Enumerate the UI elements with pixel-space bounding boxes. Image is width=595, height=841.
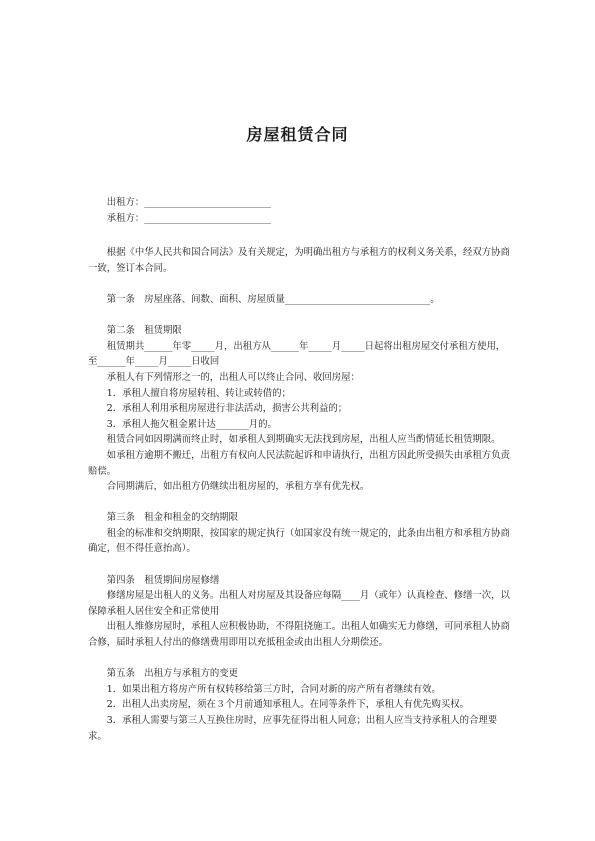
document-title: 房屋租赁合同 (246, 125, 349, 144)
article5-item-1: 1．如果出租方将房产所有权转移给第三方时，合同对新的房产所有者继续有效。 (106, 683, 441, 695)
preamble-paragraph: 根据《中华人民共和国合同法》及有关规定，为明确出租方与承租方的权利义务关系，经双方协商一致，签订本合同。 (88, 247, 510, 274)
spacer (88, 276, 513, 292)
article2-paragraph-1: 租赁期共______年零_____月，出租方从______年_____月_____日起将出租房屋交付承租方使用，至______年_____月_____日收回 (88, 340, 506, 368)
article5-heading: 第五条 出租方与承租方的变更 (106, 668, 239, 680)
spacer (88, 226, 513, 245)
spacer (88, 557, 513, 573)
article2-item-1: 1．承租人擅自将房屋转租、转让或转借的； (106, 387, 291, 399)
article2-paragraph-5: 合同期满后，如出租方仍继续出租房屋的，承租方享有优先权。 (106, 481, 370, 493)
article2-paragraph-2: 承租人有下列情形之一的，出租人可以终止合同、收回房屋： (106, 371, 360, 383)
article2-item-3: 3．承租人拖欠租金累计达_______月的。 (106, 418, 277, 430)
article3-heading: 第三条 租金和租金的交纳期限 (106, 512, 239, 524)
article3-paragraph-1: 租金的标准和交纳期限，按国家的规定执行（如国家没有统一规定的，此条由出租方和承租方协商确定，但不得任意抬高）。 (88, 527, 510, 555)
article2-item-2: 2．承租人利用承租房屋进行非法活动，损害公共利益的； (106, 403, 348, 415)
article5-item-3: 3．承租人需要与第三人互换住房时，应事先征得出租人同意；出租人应当支持承租人的合理要求。 (88, 715, 498, 742)
spacer (88, 651, 513, 667)
article4-heading: 第四条 租赁期间房屋修缮 (106, 574, 220, 586)
article1-text: 第一条 房屋座落、间数、面积、房屋质量_______________________________。 (106, 293, 440, 305)
article2-paragraph-4: 如承租方逾期不搬迁，出租方有权向人民法院起诉和申请执行，出租方因此所受损失由承租方负责赔偿。 (88, 449, 510, 477)
document-body (88, 195, 513, 744)
spacer (88, 308, 513, 324)
article2-heading: 第二条 租赁期限 (106, 325, 182, 337)
article4-paragraph-2: 出租人维修房屋时，承租人应积极协助，不得阻挠施工。出租人如确实无力修缮，可同承租人协商合修，届时承租人付出的修缮费用即用以充抵租金或由出租人分期偿还。 (88, 621, 510, 649)
lessee-line: 承租方：___________________________ (106, 212, 271, 224)
article4-paragraph-1: 修缮房屋是出租人的义务。出租人对房屋及其设备应每隔____月（或年）认真检查、修缮一次，以保障承租人居住安全和正常使用 (88, 590, 510, 617)
lessor-line: 出租方：___________________________ (106, 197, 271, 208)
article2-paragraph-3: 租赁合同如因期满而终止时，如承租人到期确实无法找到房屋，出租人应当酌情延长租赁期限。 (106, 434, 501, 446)
article5-item-2: 2．出租人出卖房屋，须在３个月前通知承租人。在同等条件下，承租人有优先购买权。 (106, 699, 470, 711)
spacer (88, 495, 513, 511)
